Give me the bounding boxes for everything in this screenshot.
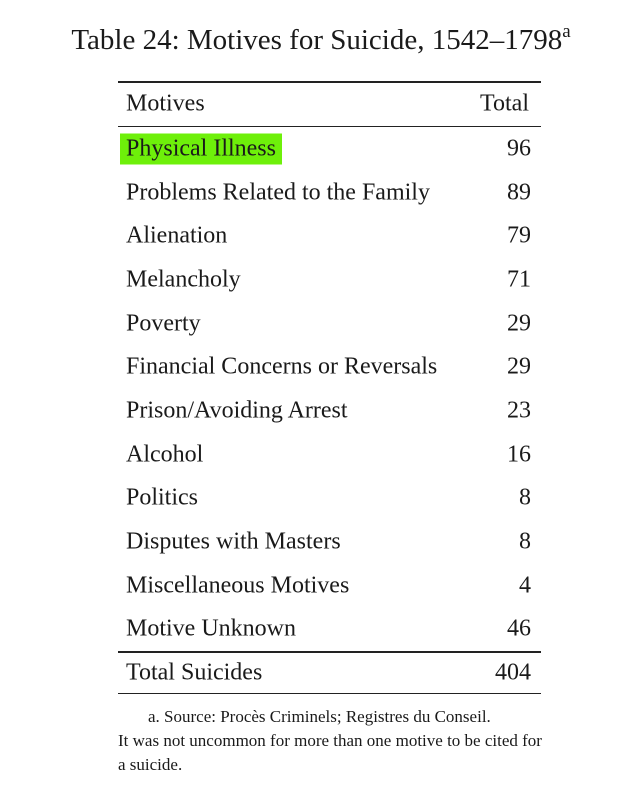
total-label: Total Suicides bbox=[126, 659, 263, 686]
table-header-row bbox=[118, 83, 541, 126]
row-value: 16 bbox=[507, 441, 531, 468]
table-title-text: Table 24: Motives for Suicide, 1542–1798 bbox=[71, 24, 563, 56]
header-motives: Motives bbox=[126, 90, 205, 117]
row-label: Politics bbox=[126, 484, 199, 511]
row-label: Problems Related to the Family bbox=[126, 179, 430, 206]
row-label: Melancholy bbox=[126, 266, 241, 293]
total-value: 404 bbox=[495, 659, 531, 686]
header-total: Total bbox=[480, 90, 529, 117]
row-label: Miscellaneous Motives bbox=[126, 572, 350, 599]
table-row bbox=[118, 433, 541, 477]
bottom-rule bbox=[118, 693, 541, 695]
table-row bbox=[118, 345, 541, 389]
row-value: 46 bbox=[507, 615, 531, 642]
row-label: Financial Concerns or Reversals bbox=[126, 353, 438, 380]
highlighted-text: Physical Illness bbox=[120, 133, 282, 164]
row-value: 4 bbox=[519, 572, 531, 599]
table-title bbox=[0, 20, 642, 60]
table-row bbox=[118, 564, 541, 608]
motives-table bbox=[118, 81, 541, 694]
row-value: 29 bbox=[507, 353, 531, 380]
table-row bbox=[118, 127, 541, 171]
table-row bbox=[118, 477, 541, 521]
row-label: Disputes with Masters bbox=[126, 528, 341, 555]
row-label: Poverty bbox=[126, 310, 201, 337]
total-row bbox=[118, 653, 541, 693]
row-label: Prison/Avoiding Arrest bbox=[126, 397, 348, 424]
row-value: 89 bbox=[507, 179, 531, 206]
table-row bbox=[118, 302, 541, 346]
row-value: 96 bbox=[507, 135, 531, 162]
table-row bbox=[118, 608, 541, 652]
row-value: 71 bbox=[507, 266, 531, 293]
table-row bbox=[118, 171, 541, 215]
title-footnote-marker: a bbox=[562, 21, 571, 42]
row-label: Motive Unknown bbox=[126, 615, 296, 642]
table-row bbox=[118, 520, 541, 564]
table-row bbox=[118, 258, 541, 302]
row-label: Alienation bbox=[126, 222, 228, 249]
row-value: 8 bbox=[519, 484, 531, 511]
row-value: 29 bbox=[507, 310, 531, 337]
row-label: Alcohol bbox=[126, 441, 204, 468]
row-value: 79 bbox=[507, 222, 531, 249]
table-footnote bbox=[118, 705, 550, 777]
row-label bbox=[126, 135, 282, 162]
row-value: 8 bbox=[519, 528, 531, 555]
table-row bbox=[118, 214, 541, 258]
footnote-source: a. Source: Procès Criminels; Registres du Conseil. bbox=[148, 707, 491, 726]
row-value: 23 bbox=[507, 397, 531, 424]
footnote-note: It was not uncommon for more than one motive to be cited for a suicide. bbox=[118, 731, 542, 774]
table-row bbox=[118, 389, 541, 433]
